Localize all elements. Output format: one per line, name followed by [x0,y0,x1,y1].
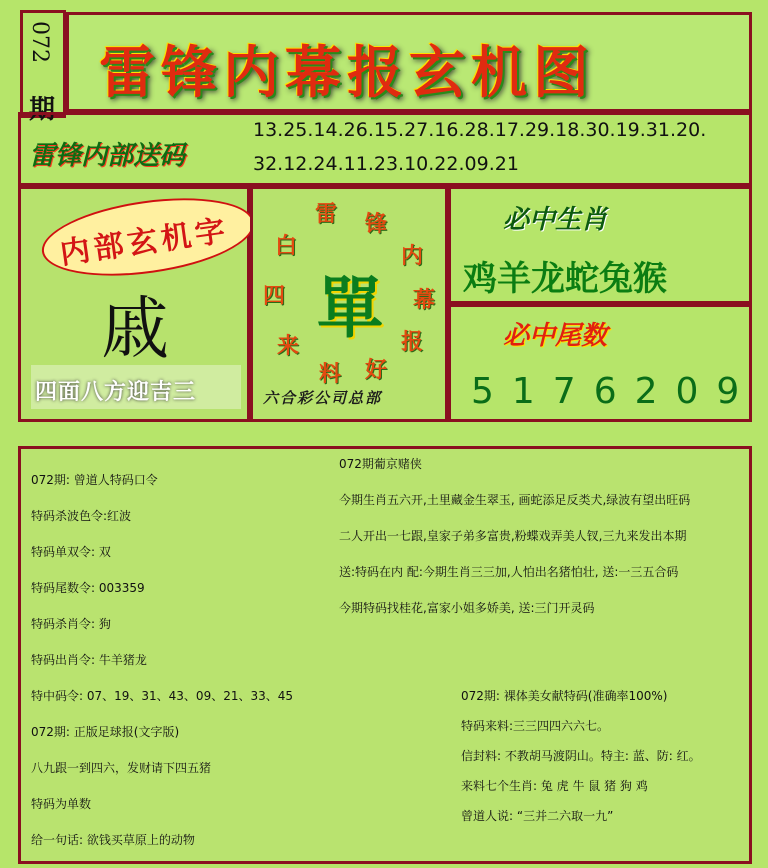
ring-char: 雷 [315,201,338,227]
ring-char: 幕 [413,287,436,313]
tip-right-top: 二人开出一七跟,皇家子弟多富贵,粉蝶戏弄美人钗,三九来发出本期 [339,529,687,543]
tip-right-bottom: 072期: 裸体美女献特码(准确率100%) [461,689,668,703]
ring-char: 内 [401,243,424,269]
tip-left: 特码为单数 [31,797,92,811]
digits-panel [448,304,758,422]
ring-char: 四 [263,283,286,309]
internal-codes-row [18,112,752,186]
page-title: 雷锋内幕报玄机图 [99,40,595,106]
tip-right-bottom: 信封料: 不教胡马渡阴山。特主: 蓝、防: 红。 [461,749,701,763]
issue-badge [20,10,66,125]
zodiac-label: 必中生肖 [503,205,608,235]
tip-left: 特中码令: 07、19、31、43、09、21、33、45 [31,689,294,703]
tips-panel [18,446,752,864]
ring-char: 锋 [365,211,388,237]
company-label: 六合彩公司总部 [263,389,383,407]
ring-char: 料 [319,361,342,387]
xuanji-label: 内部玄机字 [57,213,232,272]
tip-left: 八九跟一到四六，发财请下四五猪 [31,761,212,775]
ring-char: 好 [365,357,388,383]
tip-right-bottom: 特码来料:三三四四六六七。 [461,719,610,733]
title-banner [66,12,752,112]
ring-char: 来 [277,333,300,359]
internal-codes-line1: 13.25.14.26.15.27.16.28.17.29.18.30.19.31.20. [253,119,707,141]
zodiac-list: 鸡羊龙蛇兔猴 [463,259,667,299]
issue-qi: 期 [29,95,56,125]
tip-right-top: 072期葡京赌侠 [339,457,422,471]
internal-codes-label: 雷锋内部送码 [29,141,186,171]
xuanji-panel [18,186,250,422]
tip-right-bottom: 来料七个生肖: 兔 虎 牛 鼠 猪 狗 鸡 [461,779,648,793]
tip-left: 072期: 正版足球报(文字版) [31,725,180,739]
tip-right-top: 今期特码找桂花,富家小姐多娇美, 送:三门开灵码 [339,601,595,615]
tip-left: 给一句话: 欲钱买草原上的动物 [31,833,195,847]
xuanji-phrase: 四面八方迎吉三 [35,379,197,405]
ring-char: 报 [401,329,424,355]
tip-right-top: 今期生肖五六开,土里藏金生翠玉, 画蛇添足反类犬,绿波有望出旺码 [339,493,691,507]
tip-left: 特码尾数令: 003359 [31,581,145,595]
xuanji-char: 戚 [101,290,170,369]
tip-left: 特码杀波色令:红波 [31,509,132,523]
tip-left: 072期: 曾道人特码口令 [31,473,158,487]
internal-codes-line2: 32.12.24.11.23.10.22.09.21 [253,153,519,175]
digits-value: 5176209 [471,371,758,412]
tip-left: 特码单双令: 双 [31,545,111,559]
tip-right-top: 送:特码在内 配:今期生肖三三加,人怕出名猪怕壮, 送:一三五合码 [339,565,679,579]
center-panel [250,186,448,422]
ring-char: 白 [275,233,298,259]
tip-left: 特码杀肖令: 狗 [31,617,111,631]
tip-left: 特码出肖令: 牛羊猪龙 [31,653,147,667]
center-char: 單 [317,269,383,347]
tip-right-bottom: 曾道人说: “三并二六取一九” [461,809,614,823]
issue-number: 072 [27,21,52,63]
digits-label: 必中尾数 [503,321,608,351]
zodiac-panel [448,186,752,304]
